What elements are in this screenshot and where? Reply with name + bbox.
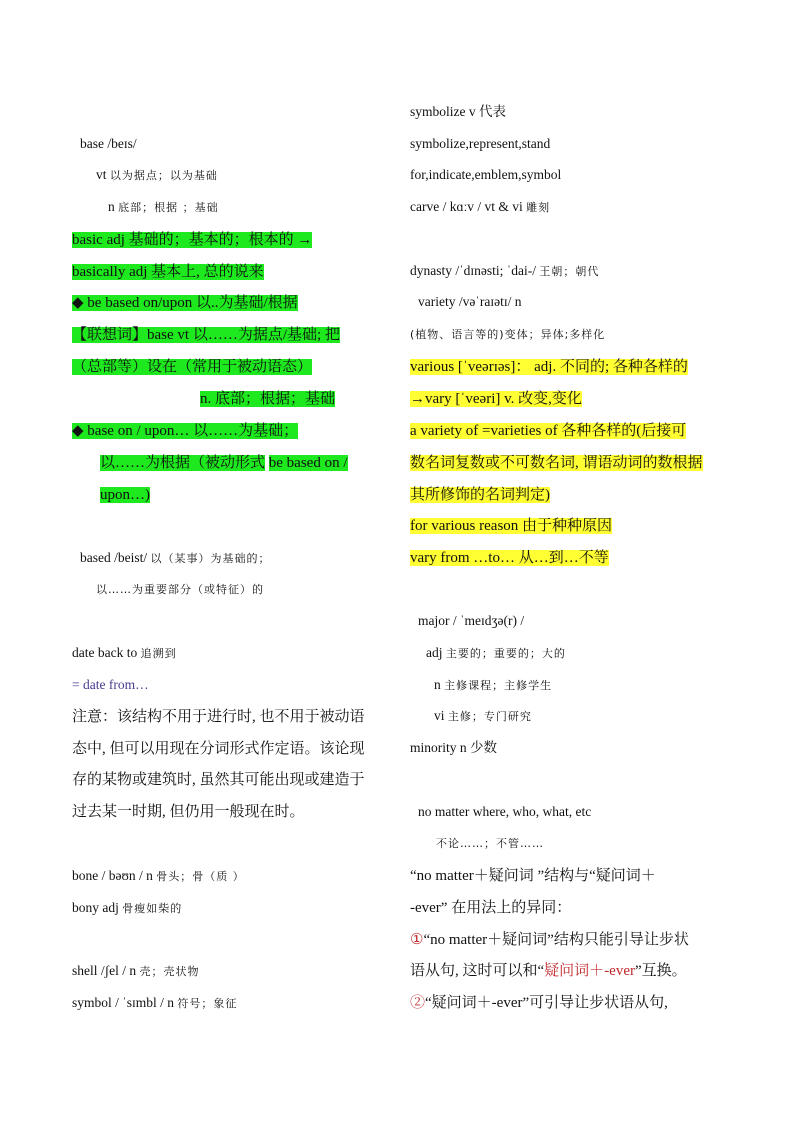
line-segment: （总部等）设在（常用于被动语态） (72, 359, 313, 375)
entry-line (410, 896, 571, 920)
entry-line (72, 642, 177, 665)
entry-line (410, 991, 668, 1015)
entry-line (410, 483, 550, 507)
line-segment: n (108, 199, 119, 214)
line-segment: symbolize v 代表 (410, 104, 506, 119)
line-segment: minority n 少数 (410, 740, 497, 755)
line-segment: vt (96, 167, 110, 182)
line-segment: a variety of =varieties of 各种各样的(后接可 (410, 423, 687, 439)
line-segment: 追溯到 (140, 647, 177, 660)
entry-line (410, 864, 656, 888)
line-segment: no matter where, who, what, etc (418, 804, 592, 819)
line-segment: “no matter＋疑问词 ”结构与“疑问词＋ (410, 868, 656, 884)
line-segment: 主修课程；主修学生 (444, 679, 553, 692)
line-segment: 雕刻 (526, 201, 551, 214)
entry-line (72, 260, 264, 284)
entry-line (100, 451, 348, 475)
line-segment: vi (434, 708, 448, 723)
line-segment: 以（某事）为基础的； (150, 552, 271, 565)
line-segment: n (434, 677, 445, 692)
line-segment: 【联想词】base vt 以……为据点/基础; 把 (72, 327, 340, 343)
line-segment: = date from… (72, 677, 149, 692)
entry-line (96, 164, 218, 187)
line-segment: 以……为根据（被动形式 (100, 455, 266, 471)
line-segment: 过去某一时期, 但仍用一般现在时。 (72, 804, 305, 820)
line-segment: ① (410, 932, 424, 948)
line-segment: n. 底部；根据；基础 (200, 391, 336, 407)
line-segment: ② (410, 995, 426, 1011)
entry-line (410, 959, 687, 983)
entry-line (80, 547, 271, 570)
line-segment: -ever” 在用法上的异同： (410, 900, 572, 916)
entry-line (72, 674, 149, 696)
entry-line (96, 578, 264, 601)
line-segment: shell /ʃel / n (72, 963, 140, 978)
line-segment: 疑问词＋-ever (544, 963, 635, 979)
line-segment: basically adj 基本上, 总的说来 (72, 264, 264, 280)
line-segment: 数名词复数或不可数名词, 谓语动词的数根据 (410, 455, 703, 471)
entry-line (108, 196, 219, 219)
entry-line (434, 705, 532, 728)
line-segment: 语从句, 这时可以和“ (410, 963, 545, 979)
entry-line (410, 546, 609, 570)
entry-line (410, 260, 599, 283)
line-segment: 主要的；重要的；大的 (445, 647, 566, 660)
line-segment: 主修；专门研究 (447, 710, 532, 723)
entry-line (72, 291, 298, 315)
line-segment: ◆ base on / upon… 以……为基础； (72, 423, 299, 439)
entry-line (200, 387, 335, 411)
entry-line (418, 801, 591, 823)
entry-line (100, 483, 150, 507)
line-segment: 骨瘦如柴的 (122, 902, 183, 915)
line-segment: (植物、语言等的)变体；异体;多样化 (410, 328, 606, 341)
entry-line (410, 737, 497, 759)
line-segment: date back to (72, 645, 141, 660)
entry-line (72, 323, 340, 347)
entry-line (418, 291, 521, 313)
line-segment: 符号；象征 (177, 997, 238, 1010)
line-segment: major / ˈmeɪdʒə(r) / (418, 613, 525, 628)
entry-line (72, 960, 200, 983)
line-segment: “疑问词＋-ever”可引导让步状语从句, (425, 995, 668, 1011)
entry-line (410, 101, 506, 123)
entry-line (410, 323, 605, 346)
line-segment: ◆ be based on/upon 以..为基础/根据 (72, 295, 298, 311)
line-segment: 存的某物或建筑时, 虽然其可能出现或建造于 (72, 772, 365, 788)
entry-line (72, 768, 365, 792)
entry-line (72, 228, 312, 252)
line-segment: be based on / (268, 455, 348, 471)
line-segment: bone / bəʊn / n (72, 868, 157, 883)
line-segment: base /beɪs/ (80, 136, 137, 151)
line-segment: 骨头；骨（质 ） (156, 870, 245, 883)
line-segment: for,indicate,emblem,symbol (410, 167, 562, 182)
entry-line (418, 610, 524, 632)
line-segment: dynasty /ˈdɪnəsti; ˈdai-/ (410, 263, 540, 278)
line-segment: symbolize,represent,stand (410, 136, 551, 151)
line-segment: upon…) (100, 487, 150, 503)
entry-line (410, 514, 612, 538)
line-segment: 壳；壳状物 (139, 965, 200, 978)
line-segment: basic adj 基础的；基本的；根本的 → (72, 232, 313, 248)
line-segment: for various reason 由于种种原因 (410, 518, 613, 534)
entry-line (80, 133, 137, 155)
entry-line (72, 737, 365, 761)
entry-line (410, 164, 561, 186)
entry-line (410, 419, 686, 443)
line-segment: 王朝；朝代 (539, 265, 600, 278)
line-segment: bony adj (72, 900, 123, 915)
line-segment: 以……为重要部分（或特征）的 (96, 583, 264, 596)
line-segment: carve / kɑːv / vt & vi (410, 199, 527, 214)
entry-line (410, 451, 703, 475)
line-segment: 底部；根据 ；基础 (118, 201, 219, 214)
line-segment: 注意：该结构不用于进行时, 也不用于被动语 (72, 709, 365, 725)
entry-line (72, 865, 245, 888)
entry-line (410, 928, 689, 952)
entry-line (426, 642, 566, 665)
line-segment: 以为据点；以为基础 (109, 169, 218, 182)
line-segment: adj (426, 645, 446, 660)
line-segment: symbol / ˈsɪmbl / n (72, 995, 178, 1010)
line-segment: “no matter＋疑问词”结构只能引导让步状 (423, 932, 689, 948)
line-segment: 态中, 但可以用现在分词形式作定语。该论现 (72, 741, 365, 757)
entry-line (410, 387, 582, 411)
entry-line (410, 133, 550, 155)
entry-line (72, 992, 237, 1015)
line-segment: based /beist/ (80, 550, 151, 565)
line-segment: vary from …to… 从…到…不等 (410, 550, 609, 566)
entry-line (72, 800, 305, 824)
entry-line (436, 832, 544, 855)
line-segment: various [ˈveərɪəs]： adj. 不同的; 各种各样的 (410, 359, 688, 375)
entry-line (72, 419, 298, 443)
entry-line (72, 355, 312, 379)
entry-line (410, 196, 550, 219)
entry-line (410, 355, 688, 379)
entry-line (72, 897, 182, 920)
entry-line (72, 705, 365, 729)
line-segment: →vary [ˈveəri] v. 改变,变化 (410, 391, 582, 407)
line-segment: 其所修饰的名词判定) (410, 487, 550, 503)
line-segment: 不论……；不管…… (436, 837, 544, 850)
line-segment: ”互换。 (634, 963, 687, 979)
line-segment: variety /vəˈraɪətɪ/ n (418, 294, 522, 309)
entry-line (434, 674, 552, 697)
